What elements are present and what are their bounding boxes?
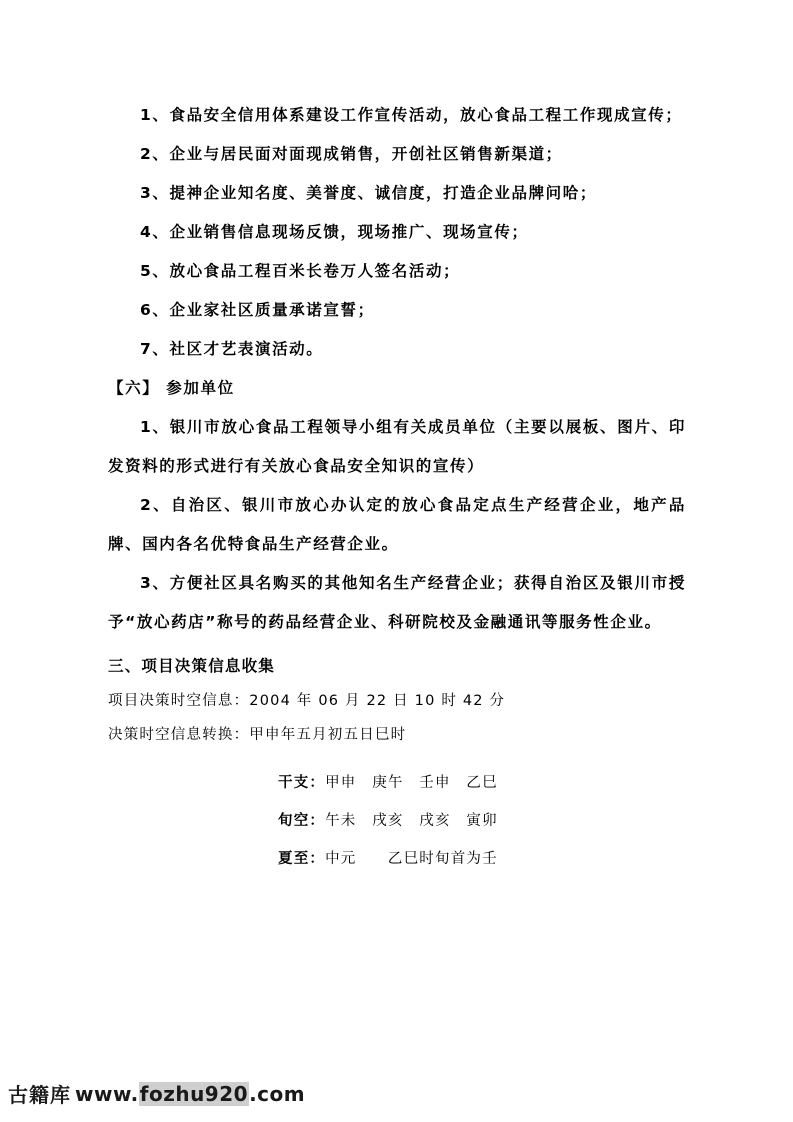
- numbered-item: 3、提神企业知名度、美誉度、诚信度，打造企业品牌问哈；: [140, 184, 597, 202]
- decision-time-line: 项目决策时空信息：2004 年 06 月 22 日 10 时 42 分: [108, 693, 506, 709]
- ganzhi-value: 中元 乙巳时旬首为壬: [325, 851, 498, 867]
- ganzhi-value: 甲申 庚午 壬申 乙巳: [325, 775, 498, 791]
- spacer: [108, 752, 686, 764]
- section-three-title: 三、项目决策信息收集: [108, 657, 276, 675]
- ganzhi-value: 午未 戌亥 戌亥 寅卯: [325, 813, 498, 829]
- participant-item: 3、方便社区具名购买的其他知名生产经营企业；获得自治区及银川市授予“放心药店”称号的药品经营企业、科研院校及金融通讯等服务性企业。: [108, 574, 686, 631]
- numbered-item: 6、企业家社区质量承诺宣誓；: [140, 301, 375, 319]
- footer-url-highlight: fozhu920: [139, 1081, 249, 1106]
- numbered-item: 4、企业销售信息现场反馈，现场推广、现场宣传；: [140, 223, 529, 241]
- participant-item: 1、银川市放心食品工程领导小组有关成员单位（主要以展板、图片、印发资料的形式进行有关放心食品安全知识的宣传）: [108, 418, 686, 475]
- subsection-title: 【六】 参加单位: [108, 379, 235, 397]
- document-body: [108, 96, 686, 878]
- numbered-item: 5、放心食品工程百米长卷万人签名活动；: [140, 262, 461, 280]
- ganzhi-row: [108, 764, 686, 802]
- numbered-item: 7、社区才艺表演活动。: [140, 340, 324, 358]
- decision-convert-line: 决策时空信息转换：甲申年五月初五日巳时: [108, 727, 407, 743]
- ganzhi-label: 夏至：: [278, 851, 326, 867]
- ganzhi-label: 旬空：: [278, 813, 326, 829]
- ganzhi-label: 干支：: [278, 775, 326, 791]
- numbered-item: 2、企业与居民面对面现成销售，开创社区销售新渠道；: [140, 145, 563, 163]
- numbered-item: 1、食品安全信用体系建设工作宣传活动，放心食品工程工作现成宣传；: [140, 106, 683, 124]
- footer-url: [75, 1082, 305, 1106]
- participant-item: 2、自治区、银川市放心办认定的放心食品定点生产经营企业，地产品牌、国内各名优特食品生产经营企业。: [108, 496, 686, 553]
- footer-label: 古籍库: [8, 1083, 71, 1107]
- footer-watermark: [8, 1079, 305, 1108]
- footer-url-suffix: .com: [249, 1081, 306, 1106]
- ganzhi-row: [108, 840, 686, 878]
- ganzhi-row: [108, 802, 686, 840]
- footer-url-prefix: www.: [75, 1081, 139, 1106]
